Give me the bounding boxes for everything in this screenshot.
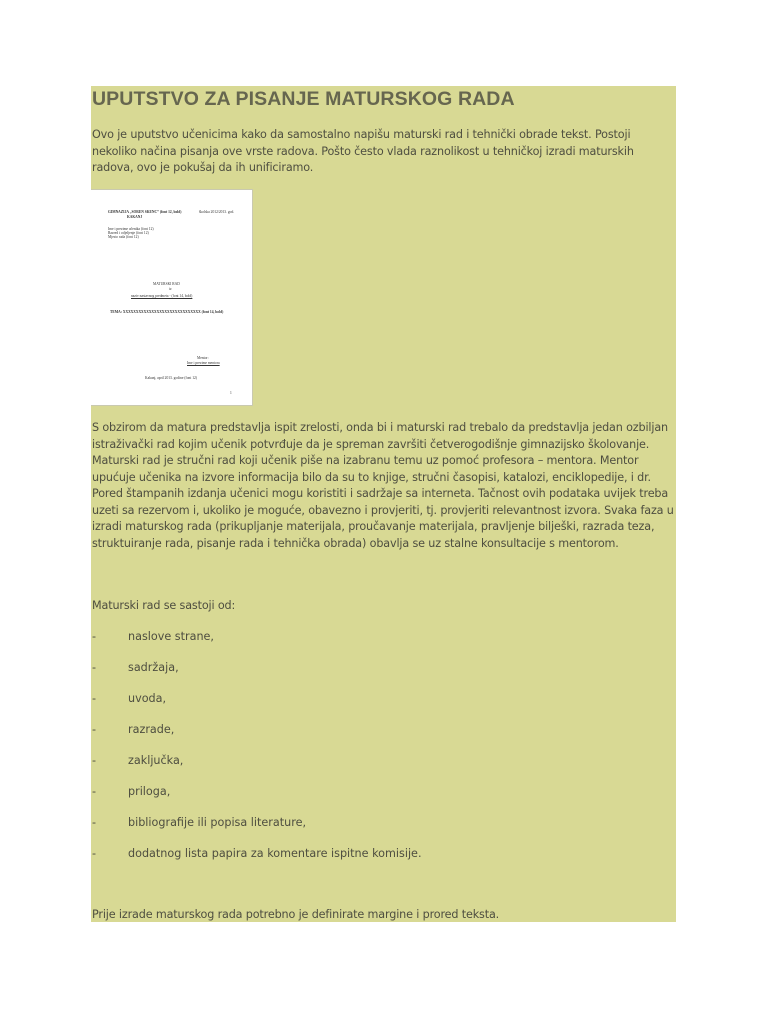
list-item: - sadržaja, [92,661,179,674]
thumb-heading: MATURSKI RAD [153,282,180,286]
thumb-school-sub: KAKANJ [127,215,143,219]
thumb-subject: naziv nastavnog predmeta - (font 14, bold) [131,294,193,298]
thumb-footer: Kakanj, april 2013. godine (font 12) [145,376,197,380]
thumb-mentor-name: Ime i prezime mentora [187,361,220,365]
list-item: - dodatnog lista papira za komentare ispitne komisije. [92,847,422,860]
document-page [91,86,676,922]
thumb-info-1: Ime i prezime učenika (font 12) [108,227,154,231]
list-item: - zaključka, [92,754,184,767]
document-title: UPUTSTVO ZA PISANJE MATURSKOG RADA [92,88,515,110]
thumb-school: GIMNAZIJA „SOREN SKENC” (font 12, bold) [108,210,182,214]
list-item: - razrade, [92,723,175,736]
thumb-topic: TEMA: XXXXXXXXXXXXXXXXXXXXXXXXXXXXXX (font 14, bold) [110,310,224,314]
intro-paragraph: Ovo je uputstvo učenicima kako da samostalno napišu maturski rad i tehnički obrade tekst. Postoji nekoliko načina pisanja ove vrste radova. Pošto često vlada raznolikost u tehničkoj izradi maturskih radova, ovo je pokušaj da ih unificiramo. [92,128,634,174]
title-page-thumbnail [91,190,252,405]
thumb-heading-sub: iz [169,287,172,291]
thumb-info-3: Mjesto rada (font 12) [108,235,139,239]
thumb-info-2: Razred i odjeljenje (font 12) [108,231,149,235]
thumb-page-number: 1 [230,391,232,395]
list-item: - uvoda, [92,692,167,705]
final-paragraph: Prije izrade maturskog rada potrebno je definirate margine i prored teksta. [92,908,500,921]
list-item: - naslove strane, [92,630,214,643]
parts-list [92,629,676,877]
parts-intro: Maturski rad se sastoji od: [92,599,236,612]
list-item: - bibliografije ili popisa literature, [92,816,307,829]
thumb-year: školska 2012/2013. god. [199,210,235,214]
thumb-mentor: Mentor: [197,356,209,360]
list-item: - priloga, [92,785,171,798]
body-paragraph: S obzirom da matura predstavlja ispit zrelosti, onda bi i maturski rad trebalo da predstavlja jedan ozbiljan istraživački rad kojim učenik potvrđuje da je spreman završiti četverogodišnje gimnazijsko školovanje. Maturski rad je stručni rad koji učenik piše na izabranu temu uz pomoć profesora – mentora. Mentor upućuje učenika na izvore informacija bilo da su to knjige, stručni časopisi, katalozi, enciklopedije, i dr. Pored štampanih izdanja učenici mogu koristiti i sadržaje sa interneta. Tačnost ovih podataka uvijek treba uzeti sa rezervom i, ukoliko je moguće, obavezno i provjeriti, tj. provjeriti relevantnost izvora. Svaka faza u izradi maturskog rada (prikupljanje materijala, proučavanje materijala, pravljenje bilješki, razrada teza, struktuiranje rada, pisanje rada i tehnička obrada) obavlja se uz stalne konsultacije s mentorom. [92,421,674,550]
